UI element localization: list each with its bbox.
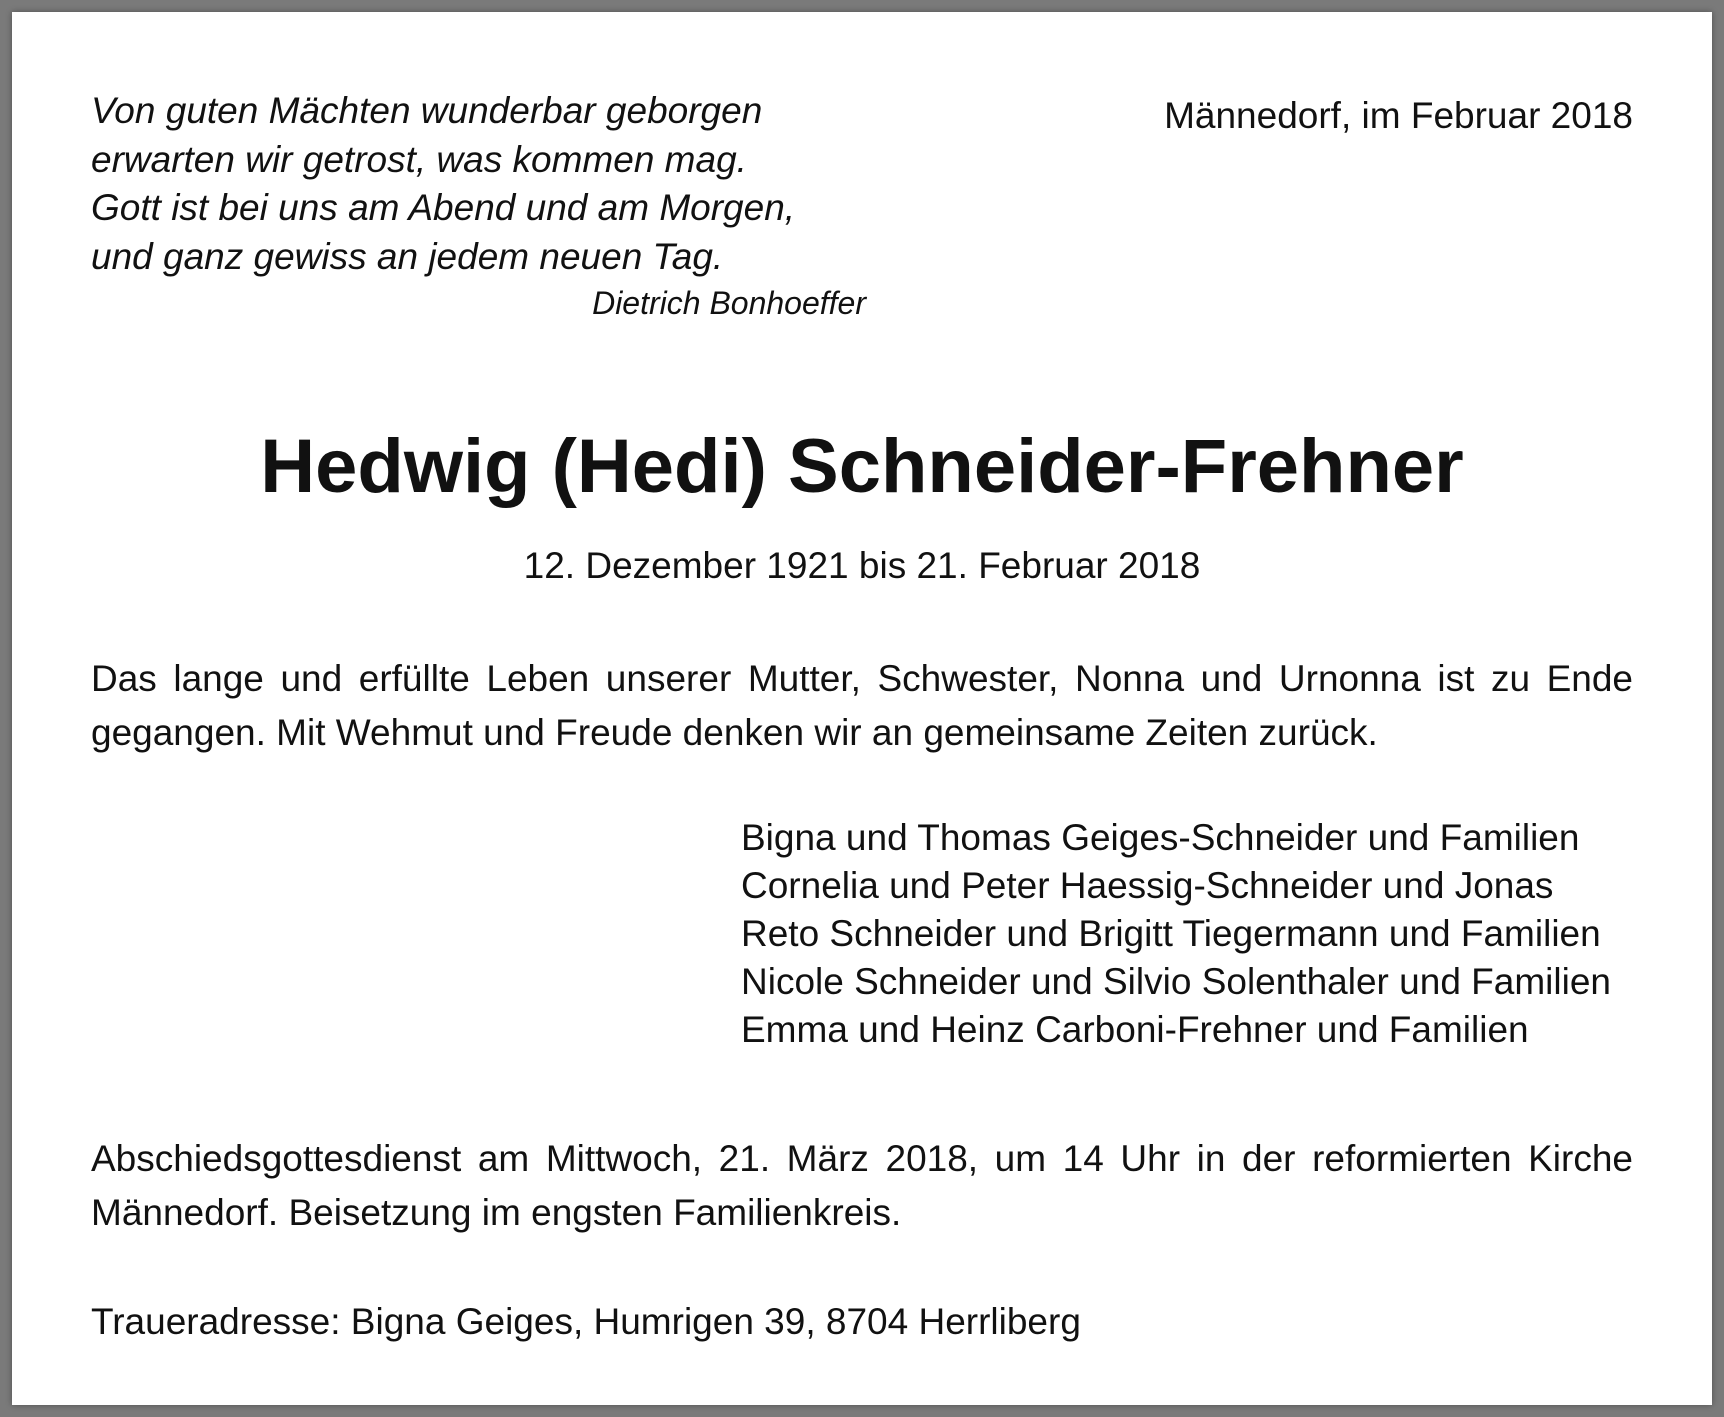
motto-author: Dietrich Bonhoeffer: [592, 285, 866, 321]
deceased-name: Hedwig (Hedi) Schneider-Frehner: [260, 424, 1464, 509]
life-text: Das lange und erfüllte Leben unserer Mutter, Schwester, Nonna und Urnonna ist zu Ende gegangen. Mit Wehmut und Freude denken wir an gemeinsame Zeiten zurück.: [91, 658, 1633, 753]
motto-line: Gott ist bei uns am Abend und am Morgen,: [91, 187, 796, 228]
mourners-list: [741, 814, 1611, 1054]
mourner-entry: Reto Schneider und Brigitt Tiegermann und Familien: [741, 913, 1601, 954]
motto-quote: [91, 87, 881, 325]
obituary-notice: [12, 12, 1712, 1405]
motto-line: erwarten wir getrost, was kommen mag.: [91, 138, 747, 180]
place-date: Männedorf, im Februar 2018: [1164, 95, 1633, 136]
mourner-entry: Cornelia und Peter Haessig-Schneider und Jonas: [741, 865, 1554, 906]
address-text: Traueradresse: Bigna Geiges, Humrigen 39, 8704 Herrliberg: [91, 1301, 1081, 1342]
mourner-entry: Bigna und Thomas Geiges-Schneider und Familien: [741, 817, 1580, 858]
motto-line: und ganz gewiss an jedem neuen Tag.: [91, 235, 724, 277]
motto-line: Von guten Mächten wunderbar geborgen: [91, 90, 763, 131]
mourner-entry: Emma und Heinz Carboni-Frehner und Familien: [741, 1009, 1529, 1050]
life-dates: 12. Dezember 1921 bis 21. Februar 2018: [523, 545, 1201, 586]
service-text: Abschiedsgottesdienst am Mittwoch, 21. März 2018, um 14 Uhr in der reformierten Kirche Männedorf. Beisetzung im engsten Familienkreis.: [91, 1138, 1633, 1233]
mourner-entry: Nicole Schneider und Silvio Solenthaler und Familien: [741, 961, 1611, 1002]
